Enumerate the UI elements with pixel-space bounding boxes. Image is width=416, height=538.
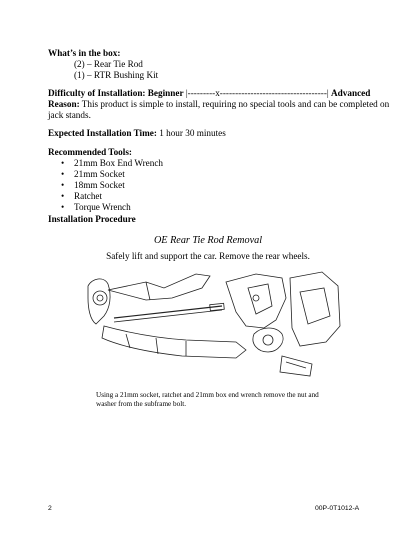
document-code: 00P-0T1012-A xyxy=(315,505,360,512)
tool-item: • 21mm Socket xyxy=(48,169,163,180)
body-structure xyxy=(290,272,340,346)
box-item-1: (2) – Rear Tie Rod xyxy=(74,59,143,69)
time-line xyxy=(48,128,226,139)
difficulty-line xyxy=(48,88,370,99)
reason-line-2: jack stands. xyxy=(48,110,91,120)
difficulty-end: Advanced xyxy=(331,88,371,98)
tools-heading: Recommended Tools: xyxy=(48,147,132,157)
difficulty-label: Difficulty of Installation: xyxy=(48,88,146,98)
time-label: Expected Installation Time: xyxy=(48,128,157,138)
upper-arm xyxy=(108,274,210,300)
section-title: OE Rear Tie Rod Removal xyxy=(153,235,263,246)
upper-arm-rib xyxy=(146,282,150,300)
bushing-bolt xyxy=(263,335,273,345)
tool-item: • 18mm Socket xyxy=(48,180,163,191)
figure-caption: Using a 21mm socket, ratchet and 21mm box end wrench remove the nut and washer from the subframe bolt. xyxy=(96,391,319,408)
hub-center xyxy=(97,295,103,301)
bushing-housing xyxy=(253,328,283,352)
page-number: 2 xyxy=(48,505,52,512)
reason-text-1: This product is simple to install, requiring no special tools and can be completed on xyxy=(79,99,390,109)
hub-circle xyxy=(93,291,107,305)
difficulty-start: Beginner xyxy=(147,88,184,98)
tool-item: • Torque Wrench xyxy=(48,202,163,213)
suspension-diagram xyxy=(86,268,342,384)
tool-item: • 21mm Box End Wrench xyxy=(48,158,163,169)
subframe-bolt xyxy=(253,295,259,301)
procedure-heading: Installation Procedure xyxy=(48,214,136,224)
tools-list xyxy=(48,158,163,213)
time-value: 1 hour 30 minutes xyxy=(156,128,226,138)
bracket-edge xyxy=(286,362,306,368)
box-item-2: (1) – RTR Bushing Kit xyxy=(74,70,159,80)
lower-bracket xyxy=(280,356,312,376)
body-panel xyxy=(300,288,330,324)
tool-item: • Ratchet xyxy=(48,191,163,202)
reason-line-1 xyxy=(48,99,389,110)
subframe-inner xyxy=(248,284,272,314)
difficulty-scale: |---------x-----------------------------------| xyxy=(185,88,329,98)
reason-label: Reason: xyxy=(48,99,80,109)
box-heading: What’s in the box: xyxy=(48,48,121,58)
lower-arm xyxy=(102,326,246,358)
hub-outline xyxy=(88,279,110,324)
lead-instruction: Safely lift and support the car. Remove the rear wheels. xyxy=(106,251,310,261)
